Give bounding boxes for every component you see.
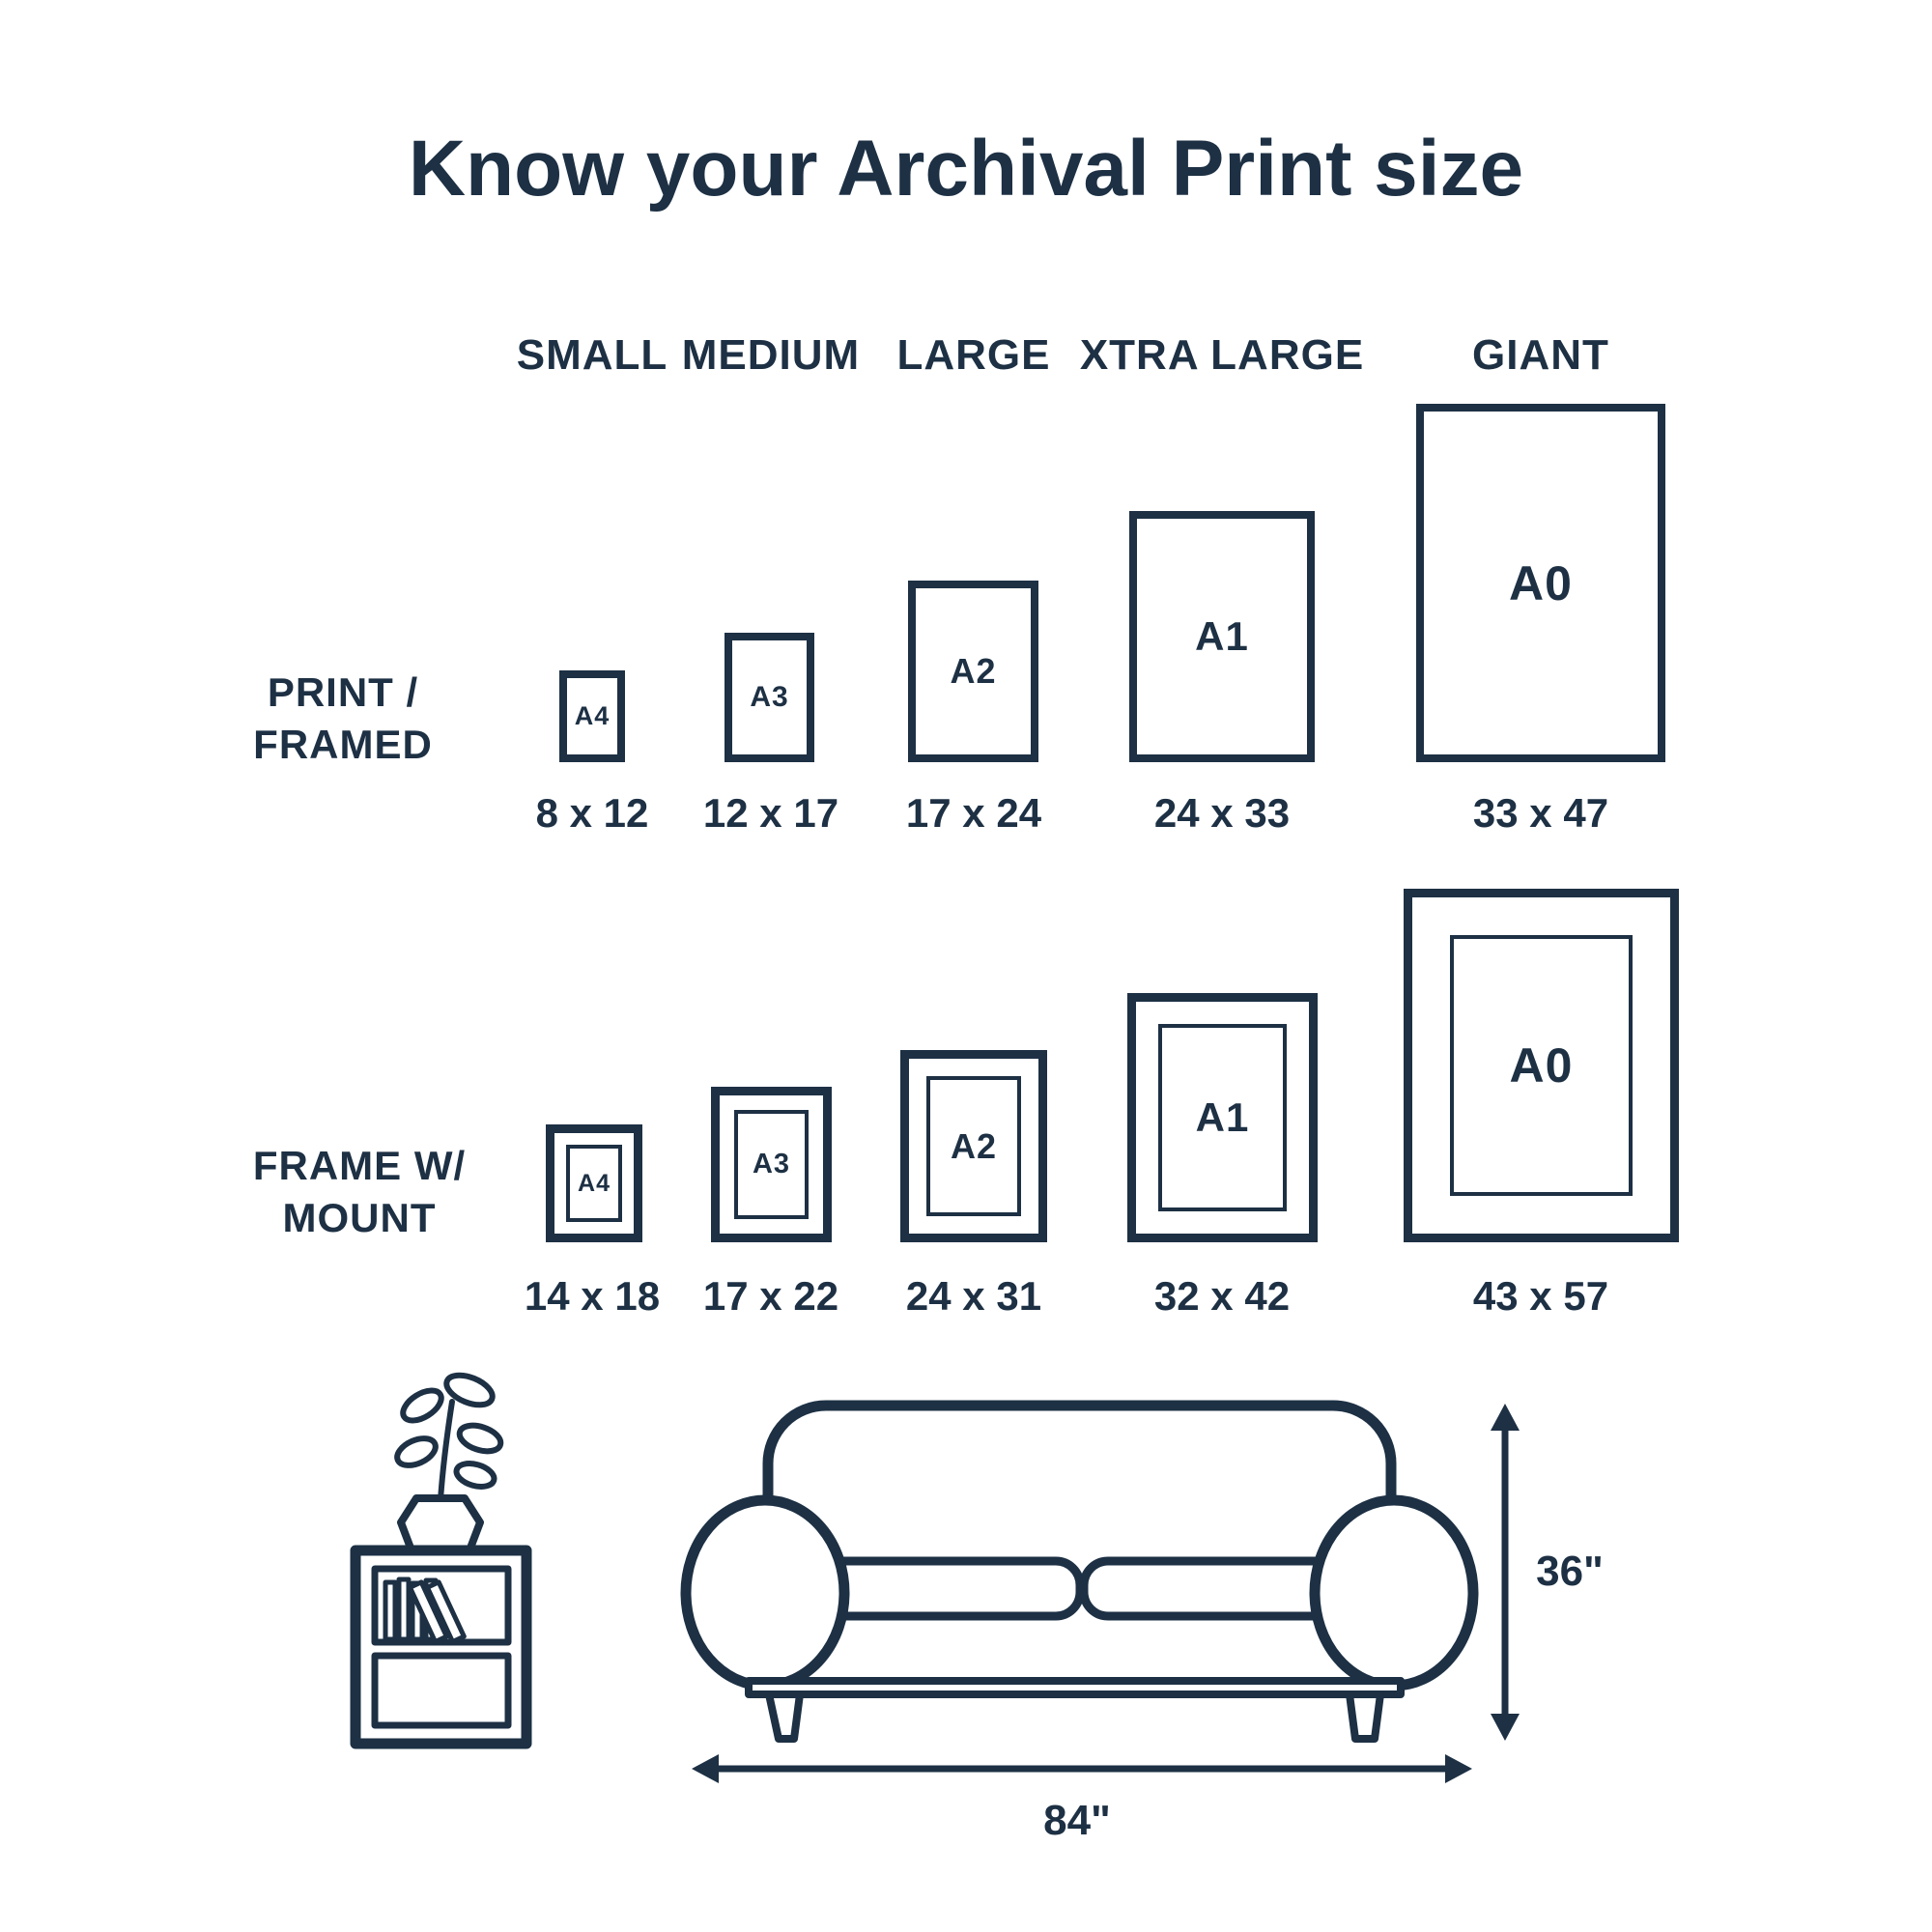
sofa-height-label: 36": [1536, 1548, 1604, 1595]
mount-paper-label-a1: A1: [1195, 1094, 1250, 1140]
print-frame-a3: [724, 633, 814, 762]
print-size-xtra-large: 24 x 33: [1153, 790, 1291, 836]
potted-plant-icon: [393, 1370, 504, 1550]
mount-paper-label-a4: A4: [578, 1169, 611, 1197]
mount-paper-label-a3: A3: [752, 1149, 791, 1179]
mount-paper-label-a0: A0: [1509, 1038, 1574, 1093]
mount-window-a2: [926, 1076, 1021, 1216]
sofa-icon: [686, 1406, 1473, 1739]
mount-frame-a1: [1127, 993, 1318, 1242]
mount-frame-a0: [1404, 889, 1679, 1242]
row-label-print-line1: PRINT /: [267, 669, 419, 715]
print-size-giant: 33 x 47: [1472, 790, 1609, 836]
mount-size-medium: 17 x 22: [702, 1273, 839, 1319]
row-label-mount-line1: FRAME W/: [252, 1143, 467, 1188]
scale-illustration: [290, 1348, 1642, 1811]
print-size-large: 17 x 24: [905, 790, 1042, 836]
print-frame-a2: [908, 581, 1038, 762]
paper-label-a1: A1: [1195, 613, 1249, 659]
column-header-medium: MEDIUM: [681, 331, 861, 379]
paper-label-a0: A0: [1509, 555, 1573, 611]
paper-label-a2: A2: [950, 651, 997, 691]
mount-size-small: 14 x 18: [524, 1273, 661, 1319]
mount-size-giant: 43 x 57: [1472, 1273, 1609, 1319]
sofa-arm-left: [686, 1500, 844, 1686]
sofa-leg-left: [769, 1694, 800, 1739]
column-header-giant: GIANT: [1472, 331, 1609, 379]
sofa-width-label: 84": [1043, 1797, 1111, 1844]
mount-window-a3: [734, 1110, 809, 1219]
side-table-icon: [355, 1550, 526, 1744]
print-size-small: 8 x 12: [535, 790, 649, 836]
mount-size-xtra-large: 32 x 42: [1153, 1273, 1291, 1319]
sofa-base: [749, 1681, 1401, 1694]
column-header-xtra-large: XTRA LARGE: [1079, 331, 1365, 379]
mount-frame-a3: [711, 1087, 832, 1242]
mount-paper-label-a2: A2: [950, 1125, 998, 1166]
print-frame-a4: [559, 670, 625, 762]
mount-window-a4: [566, 1145, 622, 1222]
sofa-arm-right: [1315, 1500, 1473, 1686]
row-label-frame-mount: [166, 1140, 553, 1244]
row-label-print-line2: FRAMED: [253, 722, 433, 767]
print-size-medium: 12 x 17: [702, 790, 839, 836]
row-label-print-framed: [150, 667, 536, 771]
width-dimension-arrow-icon: [692, 1754, 1472, 1783]
row-label-mount-line2: MOUNT: [282, 1195, 437, 1240]
mount-size-large: 24 x 31: [905, 1273, 1042, 1319]
mount-frame-a2: [900, 1050, 1047, 1242]
column-header-small: SMALL: [516, 331, 668, 379]
column-header-large: LARGE: [896, 331, 1051, 379]
sofa-leg-right: [1350, 1694, 1380, 1739]
print-frame-a0: [1416, 404, 1665, 762]
paper-label-a4: A4: [574, 701, 611, 730]
mount-frame-a4: [546, 1124, 642, 1242]
print-frame-a1: [1129, 511, 1315, 762]
mount-window-a0: [1450, 935, 1633, 1196]
page-title: Know your Archival Print size: [408, 125, 1524, 213]
mount-window-a1: [1158, 1024, 1287, 1211]
vase: [401, 1498, 480, 1550]
paper-label-a3: A3: [750, 681, 789, 713]
